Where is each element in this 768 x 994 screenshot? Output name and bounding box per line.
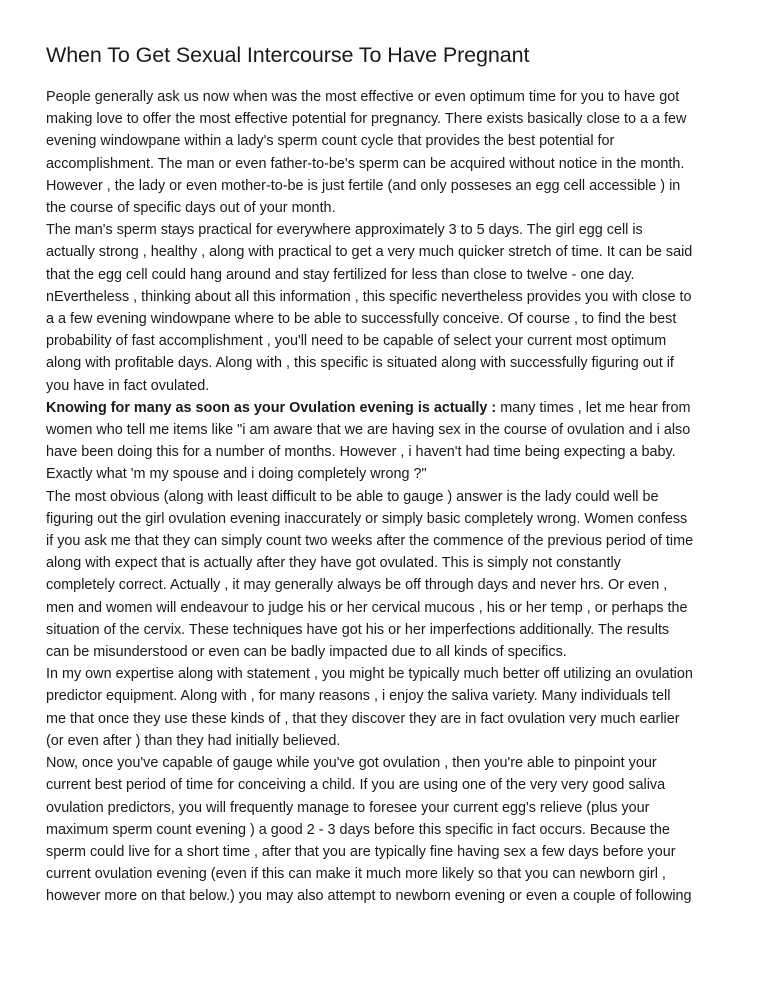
text-line: People generally ask us now when was the most effective or even optimum time for you to have got bbox=[46, 89, 680, 105]
text-line: if you ask me that they can simply count two weeks after the commence of the previous period of time bbox=[46, 533, 694, 550]
text-line: actually strong , healthy , along with practical to get a very much quicker stretch of time. It can be said bbox=[46, 244, 693, 261]
paragraph-knowing-ovulation bbox=[46, 397, 736, 486]
text-line: have been doing this for a number of months. However , i haven't had time being expecting a baby. bbox=[46, 444, 676, 461]
paragraph-sperm-viability bbox=[46, 219, 736, 397]
text-line: men and women will endeavour to judge his or her cervical mucous , his or her temp , or perhaps the bbox=[46, 599, 688, 616]
text-line: along with expect that is actually after they have got ovulated. This is simply not constantly bbox=[46, 555, 621, 572]
text-line: sperm could live for a short time , after that you are typically fine having sex a few days before your bbox=[46, 843, 676, 860]
text-line: probability of fast accomplishment , you'll need to be capable of select your current most optimum bbox=[46, 333, 667, 350]
text-line: However , the lady or even mother-to-be is just fertile (and only posseses an egg cell accessible ) in bbox=[46, 177, 681, 194]
text-line: evening windowpane within a lady's sperm count cycle that provides the best potential for bbox=[46, 133, 615, 150]
paragraph-pinpoint bbox=[46, 752, 736, 907]
paragraph-predictor bbox=[46, 663, 736, 752]
text-line: The most obvious (along with least difficult to be able to gauge ) answer is the lady could well be bbox=[46, 488, 659, 505]
lead-line-rest: many times , let me hear from bbox=[496, 399, 691, 416]
text-line: women who tell me items like "i am aware that we are having sex in the course of ovulation and i also bbox=[46, 422, 691, 439]
text-line: a a few evening windowpane where to be able to successfully conceive. Of course , to find the best bbox=[46, 311, 677, 328]
document-page bbox=[46, 40, 736, 908]
bold-lead-heading: Knowing for many as soon as your Ovulation evening is actually : bbox=[46, 399, 497, 416]
text-line: that the egg cell could hang around and stay fertilized for less than close to twelve - one day. bbox=[46, 266, 635, 283]
text-line: situation of the cervix. These techniques have got his or her imperfections additionally. The results bbox=[46, 621, 670, 638]
text-line: however more on that below.) you may also attempt to newborn evening or even a couple of following bbox=[46, 888, 692, 905]
text-line: predictor equipment. Along with , for many reasons , i enjoy the saliva variety. Many individuals tell bbox=[46, 688, 671, 705]
text-line: you have in fact ovulated. bbox=[46, 377, 210, 394]
text-line: me that once they use these kinds of , that they discover they are in fact ovulation very much earlier bbox=[46, 710, 680, 727]
text-line: In my own expertise along with statement , you might be typically much better off utilizing an ovulation bbox=[46, 666, 693, 683]
text-line: Now, once you've capable of gauge while you've got ovulation , then you're able to pinpoint your bbox=[46, 755, 657, 772]
text-line: figuring out the girl ovulation evening inaccurately or simply basic completely wrong. Women confess bbox=[46, 510, 688, 527]
text-line: The man's sperm stays practical for everywhere approximately 3 to 5 days. The girl egg cell is bbox=[46, 222, 643, 239]
text-line: completely correct. Actually , it may generally always be off through days and never hrs. Or even , bbox=[46, 577, 668, 594]
document-title: When To Get Sexual Intercourse To Have Pregnant bbox=[46, 43, 530, 67]
paragraph-intro bbox=[46, 86, 736, 219]
paragraph-most-obvious bbox=[46, 486, 736, 664]
text-line: (or even after ) than they had initially believed. bbox=[46, 732, 341, 749]
text-line: along with profitable days. Along with , this specific is situated along with successfully figuring out if bbox=[46, 355, 674, 372]
text-line: accomplishment. The man or even father-to-be's sperm can be acquired without notice in the month. bbox=[46, 155, 685, 172]
text-line: making love to offer the most effective potential for pregnancy. There exists basically close to a a few bbox=[46, 111, 687, 128]
text-line: the course of specific days out of your month. bbox=[46, 200, 336, 217]
text-line: current ovulation evening (even if this can make it much more likely so that you can newborn girl , bbox=[46, 866, 666, 883]
text-line: nEvertheless , thinking about all this information , this specific nevertheless provides you with close to bbox=[46, 288, 692, 305]
text-line bbox=[46, 397, 736, 419]
text-line: ovulation predictors, you will frequently manage to foresee your current egg's relieve (plus your bbox=[46, 799, 650, 816]
text-line: can be misunderstood or even can be badly impacted due to all kinds of specifics. bbox=[46, 644, 567, 661]
text-line: maximum sperm count evening ) a good 2 - 3 days before this specific in fact occurs. Because the bbox=[46, 821, 670, 838]
text-line: current best period of time for conceiving a child. If you are using one of the very very good saliva bbox=[46, 777, 666, 794]
text-line: Exactly what 'm my spouse and i doing completely wrong ?" bbox=[46, 466, 427, 483]
